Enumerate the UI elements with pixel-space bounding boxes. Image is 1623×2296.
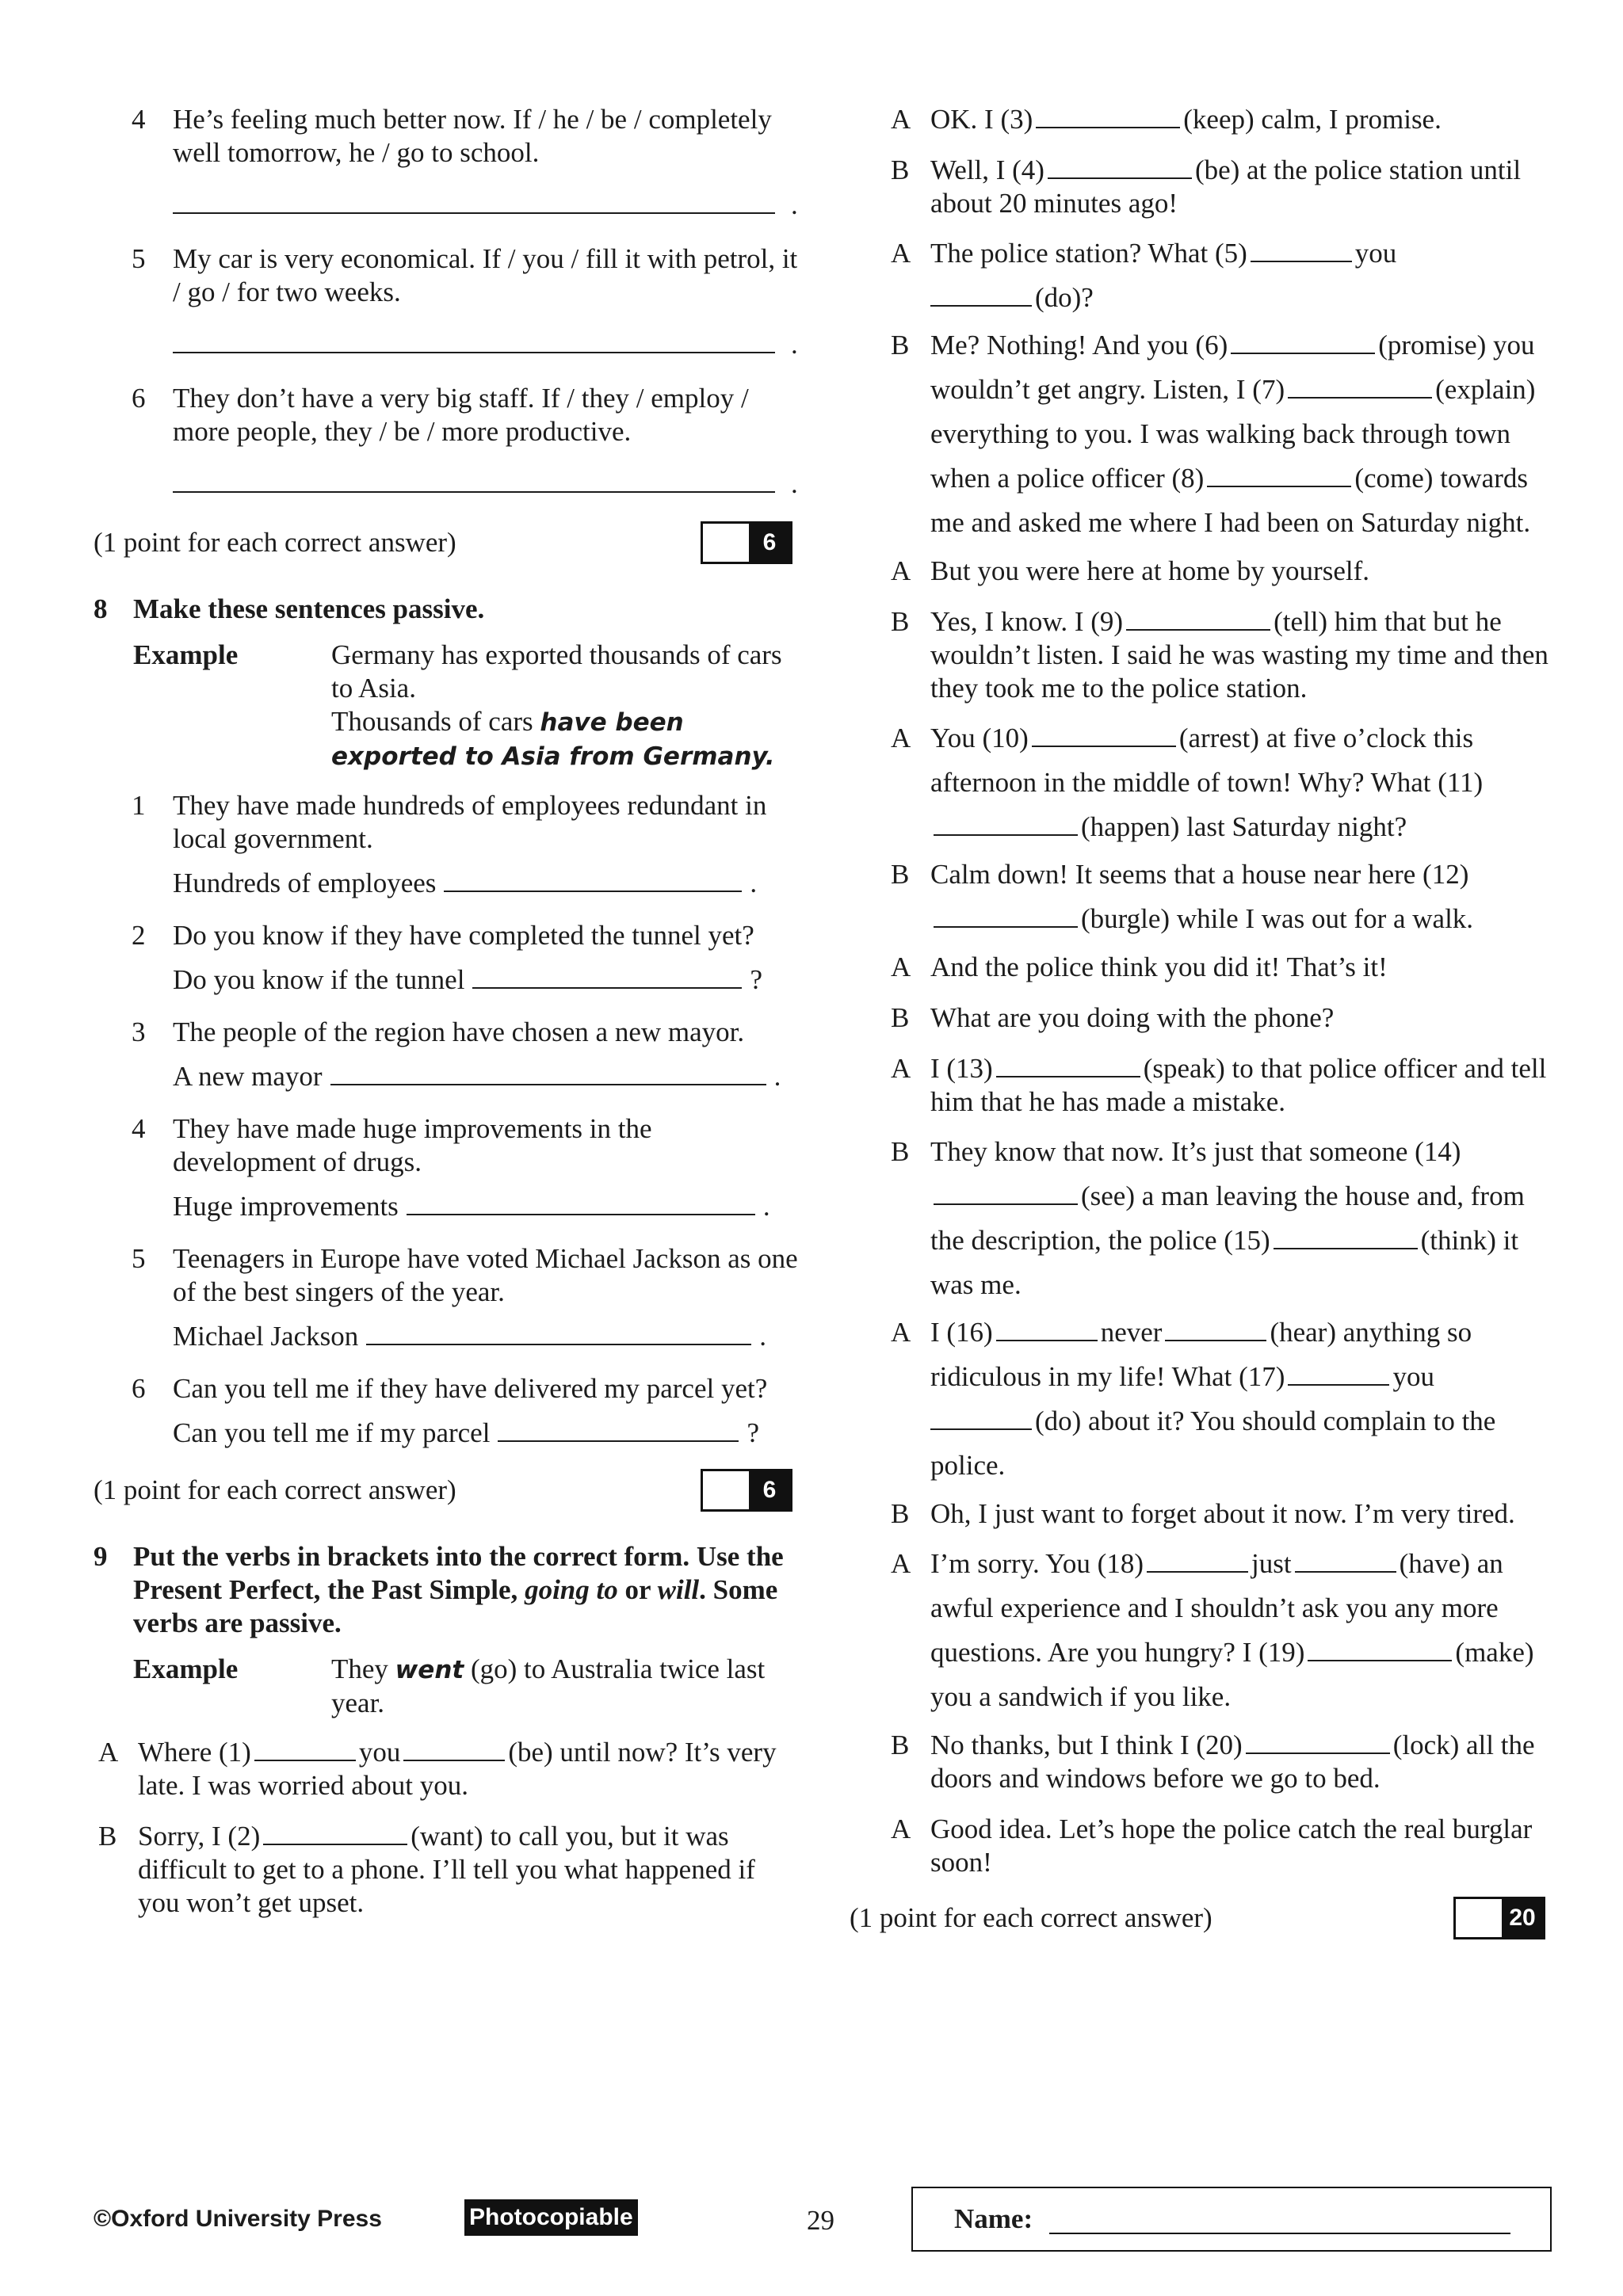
answer-line[interactable] bbox=[407, 1190, 755, 1215]
answer-blank[interactable] bbox=[1246, 1729, 1390, 1754]
rewrite-line: A new mayor . bbox=[173, 1061, 781, 1092]
page-footer bbox=[0, 2187, 1623, 2266]
item-number: 6 bbox=[132, 383, 146, 414]
answer-blank[interactable] bbox=[934, 810, 1078, 836]
dialogue-line-11: A And the police think you did it! That’s it! bbox=[891, 952, 1388, 982]
answer-line[interactable] bbox=[498, 1417, 739, 1442]
score-box[interactable] bbox=[1453, 1897, 1545, 1939]
answer-blank[interactable] bbox=[934, 1180, 1078, 1205]
answer-blank[interactable] bbox=[1274, 1224, 1418, 1249]
item-prompt: He’s feeling much better now. If / he / be / completely well tomorrow, he / go to school. bbox=[173, 104, 772, 168]
example-label: Example bbox=[133, 639, 239, 670]
name-field[interactable] bbox=[1049, 2233, 1510, 2234]
item-prompt: My car is very economical. If / you / fill it with petrol, it / go / for two weeks. bbox=[173, 243, 798, 307]
answer-blank[interactable] bbox=[1032, 722, 1176, 747]
example-answer: Thousands of cars have been exported to Asia from Germany. bbox=[331, 706, 775, 771]
task-number: 9 bbox=[94, 1541, 108, 1572]
example-text: Germany has exported thousands of cars to Asia. bbox=[331, 639, 782, 704]
task-number: 8 bbox=[94, 593, 108, 624]
item-number: 5 bbox=[132, 243, 146, 274]
speaker: B bbox=[891, 859, 910, 890]
dialogue-line-3: A OK. I (3) (keep) calm, I promise. bbox=[891, 104, 1442, 135]
dialogue-line-1: A Where (1) you (be) until now? It’s very late. I was worried about you. bbox=[98, 1737, 777, 1801]
answer-blank[interactable] bbox=[403, 1736, 505, 1761]
speaker: A bbox=[891, 1814, 911, 1844]
item-prompt: They have made huge improvements in the development of drugs. bbox=[173, 1113, 652, 1177]
answer-line[interactable] bbox=[472, 963, 742, 989]
points-text: (1 point for each correct answer) bbox=[850, 1902, 1212, 1933]
dialogue-line-7: A But you were here at home by yourself. bbox=[891, 555, 1370, 586]
handwritten-answer: went bbox=[395, 1656, 464, 1684]
passive-item-2 bbox=[94, 919, 799, 997]
answer-blank[interactable] bbox=[1036, 103, 1180, 128]
dialogue-line-15: A I (16) never (hear) anything so ridiculous in my life! What (17) you (do) about it? You should complain to the police. bbox=[886, 1310, 1561, 1488]
rewrite-line: Michael Jackson . bbox=[173, 1321, 766, 1352]
score-box[interactable] bbox=[701, 521, 792, 564]
dialogue-line-6: B Me? Nothing! And you (6) (promise) you wouldn’t get angry. Listen, I (7) (explain) everything to you. I was walking back through town when a police officer (8) (come) towards me and asked me where I had been on Saturday night. bbox=[886, 323, 1561, 545]
points-text: (1 point for each correct answer) bbox=[94, 1474, 456, 1505]
task-8-heading bbox=[94, 593, 799, 626]
answer-blank[interactable] bbox=[1207, 462, 1351, 487]
speaker: A bbox=[891, 952, 911, 982]
example bbox=[133, 639, 799, 773]
dialogue-line-13: A I (13) (speak) to that police officer and tell him that he has made a mistake. bbox=[891, 1053, 1547, 1117]
rewrite-line: Hundreds of employees . bbox=[173, 868, 758, 898]
dialogue-line-17: A I’m sorry. You (18) just (have) an awful experience and I shouldn’t ask you any more questions. Are you hungry? I (19) (make) you a sandwich if you like. bbox=[886, 1542, 1561, 1719]
answer-blank[interactable] bbox=[930, 281, 1032, 307]
item-number: 6 bbox=[132, 1373, 146, 1404]
item-number: 4 bbox=[132, 104, 146, 135]
name-label: Name: bbox=[954, 2203, 1033, 2234]
answer-blank[interactable] bbox=[1251, 237, 1352, 262]
answer-blank[interactable] bbox=[1308, 1636, 1452, 1661]
answer-blank[interactable] bbox=[1288, 1360, 1389, 1386]
answer-blank[interactable] bbox=[1126, 605, 1270, 631]
answer-blank[interactable] bbox=[1165, 1316, 1266, 1341]
end-punctuation: . bbox=[791, 329, 798, 360]
speaker: B bbox=[891, 1136, 910, 1167]
answer-blank[interactable] bbox=[1048, 154, 1192, 179]
left-column bbox=[94, 103, 799, 1937]
dialogue-line-8: B Yes, I know. I (9) (tell) him that but he wouldn’t listen. I said he was wasting my time and then they took me to the police station. bbox=[891, 606, 1549, 704]
speaker: A bbox=[98, 1737, 119, 1768]
rewrite-line: Can you tell me if my parcel ? bbox=[173, 1417, 759, 1448]
dialogue-line-12: B What are you doing with the phone? bbox=[891, 1002, 1335, 1033]
speaker: A bbox=[891, 238, 911, 269]
answer-line[interactable] bbox=[330, 1060, 766, 1085]
answer-blank[interactable] bbox=[1147, 1547, 1248, 1573]
answer-line[interactable] bbox=[173, 352, 775, 353]
speaker: B bbox=[891, 330, 910, 360]
answer-blank[interactable] bbox=[934, 902, 1078, 928]
rewrite-line: Do you know if the tunnel ? bbox=[173, 964, 762, 995]
answer-line[interactable] bbox=[444, 867, 742, 892]
dialogue-line-18: B No thanks, but I think I (20) (lock) all the doors and windows before we go to bed. bbox=[891, 1730, 1535, 1794]
speaker: A bbox=[891, 555, 911, 586]
answer-blank[interactable] bbox=[996, 1316, 1098, 1341]
right-column bbox=[850, 103, 1561, 1968]
speaker: B bbox=[98, 1821, 117, 1852]
item-number: 3 bbox=[132, 1016, 146, 1047]
dialogue-line-10: B Calm down! It seems that a house near here (12)(burgle) while I was out for a walk. bbox=[886, 852, 1561, 941]
photocopiable-badge: Photocopiable bbox=[464, 2199, 638, 2236]
score-total: 6 bbox=[749, 1471, 790, 1509]
rewrite-line: Huge improvements . bbox=[173, 1191, 770, 1222]
points-row bbox=[850, 1897, 1561, 1944]
item-prompt: Teenagers in Europe have voted Michael Jackson as one of the best singers of the year. bbox=[173, 1243, 798, 1307]
points-row bbox=[94, 1469, 799, 1516]
speaker: A bbox=[891, 104, 911, 135]
item-prompt: The people of the region have chosen a new mayor. bbox=[173, 1016, 745, 1047]
exercise-item-5 bbox=[94, 242, 799, 363]
answer-line[interactable] bbox=[173, 491, 775, 493]
answer-line[interactable] bbox=[173, 212, 775, 214]
end-punctuation: . bbox=[791, 468, 798, 499]
copyright-notice: ©Oxford University Press bbox=[94, 2206, 382, 2232]
dialogue-line-5: A The police station? What (5) you (do)? bbox=[886, 231, 1561, 320]
item-number: 1 bbox=[132, 790, 146, 821]
item-number: 4 bbox=[132, 1113, 146, 1144]
speaker: B bbox=[891, 1002, 910, 1033]
points-text: (1 point for each correct answer) bbox=[94, 527, 456, 558]
score-total: 6 bbox=[749, 524, 790, 562]
speaker: A bbox=[891, 1548, 911, 1579]
dialogue-line-9: A You (10) (arrest) at five o’clock this afternoon in the middle of town! Why? What (11)(happen) last Saturday night? bbox=[886, 716, 1561, 849]
item-prompt: Can you tell me if they have delivered my parcel yet? bbox=[173, 1373, 768, 1404]
exercise-item-6 bbox=[94, 382, 799, 502]
answer-blank[interactable] bbox=[1295, 1547, 1396, 1573]
passive-item-6 bbox=[94, 1372, 799, 1450]
item-number: 5 bbox=[132, 1243, 146, 1274]
item-prompt: They don’t have a very big staff. If / they / employ / more people, they / be / more productive. bbox=[173, 383, 749, 447]
answer-blank[interactable] bbox=[996, 1052, 1140, 1077]
answer-line[interactable] bbox=[366, 1320, 751, 1345]
speaker: A bbox=[891, 1317, 911, 1348]
speaker: A bbox=[891, 1053, 911, 1084]
task-title: Make these sentences passive. bbox=[133, 593, 485, 624]
handwritten-answer: have been exported to Asia from Germany. bbox=[331, 708, 775, 771]
speaker: B bbox=[891, 606, 910, 637]
speaker: A bbox=[891, 723, 911, 753]
task-9-heading: 9 Put the verbs in brackets into the correct form. Use the Present Perfect, the Past Simple, going to or will. Some verbs are passive. bbox=[94, 1541, 784, 1638]
passive-item-3 bbox=[94, 1016, 799, 1093]
name-box bbox=[911, 2187, 1552, 2252]
dialogue-line-4: B Well, I (4) (be) at the police station until about 20 minutes ago! bbox=[891, 154, 1522, 219]
points-row bbox=[94, 521, 799, 569]
answer-blank[interactable] bbox=[263, 1820, 407, 1845]
score-box[interactable] bbox=[701, 1469, 792, 1512]
example: Example They went (go) to Australia twice last year. bbox=[133, 1653, 766, 1718]
passive-item-4 bbox=[94, 1112, 799, 1223]
exercise-item-4 bbox=[94, 103, 799, 223]
item-prompt: Do you know if they have completed the tunnel yet? bbox=[173, 920, 754, 951]
answer-blank[interactable] bbox=[1288, 373, 1432, 399]
dialogue-line-16: B Oh, I just want to forget about it now. I’m very tired. bbox=[891, 1498, 1515, 1529]
page-number: 29 bbox=[807, 2205, 834, 2236]
speaker: B bbox=[891, 1730, 910, 1760]
speaker: B bbox=[891, 154, 910, 185]
item-prompt: They have made hundreds of employees redundant in local government. bbox=[173, 790, 767, 854]
dialogue-line-14: B They know that now. It’s just that someone (14)(see) a man leaving the house and, from the description, the police (15) (think) it was me. bbox=[886, 1130, 1561, 1307]
answer-blank[interactable] bbox=[1231, 329, 1375, 354]
dialogue-line-2: B Sorry, I (2) (want) to call you, but it was difficult to get to a phone. I’ll tell you what happened if you won’t get upset. bbox=[98, 1821, 755, 1918]
example-label: Example bbox=[133, 1653, 239, 1684]
speaker: B bbox=[891, 1498, 910, 1529]
end-punctuation: . bbox=[791, 189, 798, 220]
item-number: 2 bbox=[132, 920, 146, 951]
passive-item-1 bbox=[94, 789, 799, 900]
passive-item-5 bbox=[94, 1242, 799, 1353]
dialogue-line-19: A Good idea. Let’s hope the police catch the real burglar soon! bbox=[891, 1814, 1533, 1878]
score-total: 20 bbox=[1502, 1899, 1543, 1937]
answer-blank[interactable] bbox=[254, 1736, 356, 1761]
answer-blank[interactable] bbox=[930, 1405, 1032, 1430]
